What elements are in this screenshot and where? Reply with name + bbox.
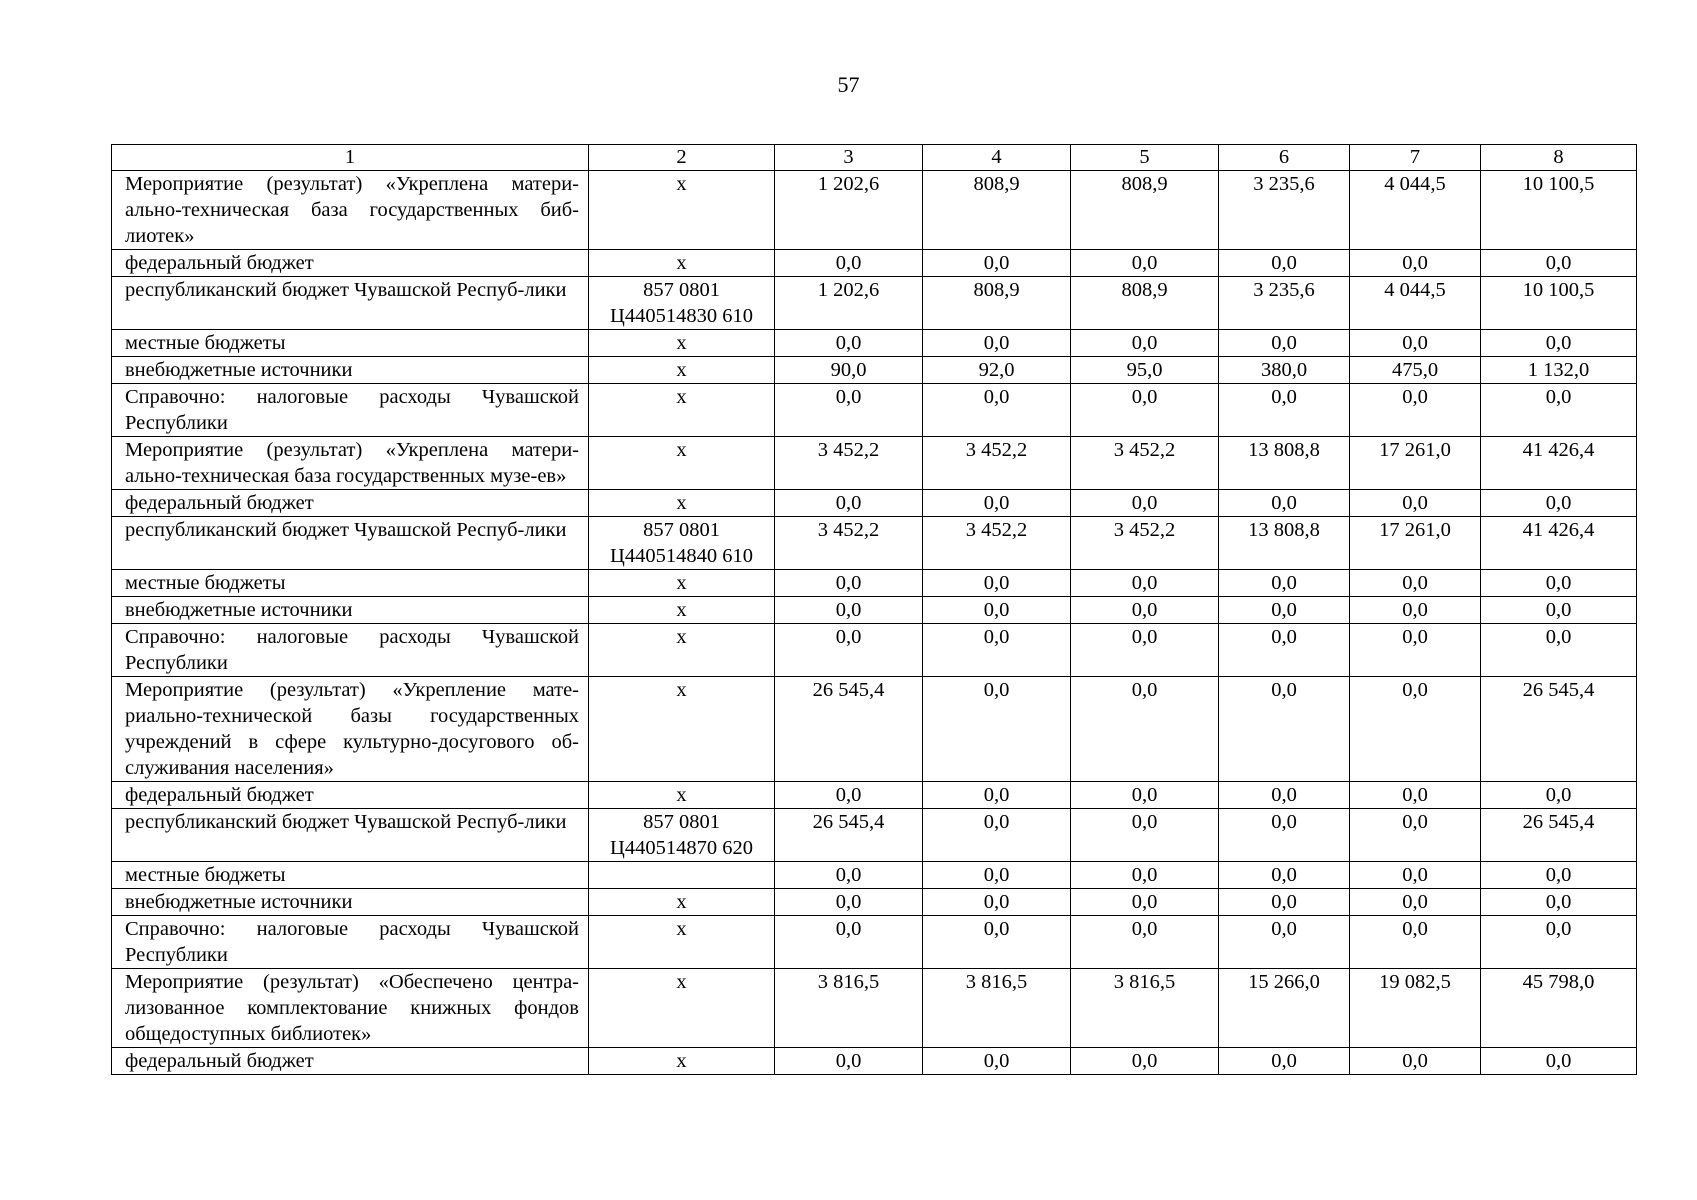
value-cell: 0,0: [1350, 1048, 1481, 1075]
value-cell: 3 452,2: [775, 437, 923, 490]
value-cell: 0,0: [775, 624, 923, 677]
table-row: [112, 277, 1637, 330]
value-cell: 0,0: [1350, 624, 1481, 677]
value-cell: 0,0: [1350, 862, 1481, 889]
value-cell: 0,0: [1071, 862, 1219, 889]
value-cell: 0,0: [923, 250, 1071, 277]
value-cell: 92,0: [923, 357, 1071, 384]
row-name-cell: федеральный бюджет: [112, 250, 589, 277]
value-cell: 13 808,8: [1219, 437, 1350, 490]
value-cell: 0,0: [923, 809, 1071, 862]
value-cell: 0,0: [1071, 809, 1219, 862]
value-cell: 0,0: [1219, 624, 1350, 677]
row-name-cell: внебюджетные источники: [112, 597, 589, 624]
value-cell: 1 202,6: [775, 277, 923, 330]
value-cell: 0,0: [1219, 862, 1350, 889]
value-cell: 0,0: [775, 862, 923, 889]
column-header: 3: [775, 145, 923, 171]
value-cell: 1 132,0: [1481, 357, 1637, 384]
page-number: 57: [837, 72, 860, 97]
value-cell: 0,0: [1071, 570, 1219, 597]
row-name-cell: местные бюджеты: [112, 862, 589, 889]
value-cell: 0,0: [775, 490, 923, 517]
value-cell: 808,9: [1071, 277, 1219, 330]
table-row: [112, 384, 1637, 437]
table-header-row: [112, 145, 1637, 171]
value-cell: 0,0: [1350, 597, 1481, 624]
table-row: [112, 889, 1637, 916]
budget-code-cell: x: [589, 597, 775, 624]
table-row: [112, 357, 1637, 384]
column-header: 8: [1481, 145, 1637, 171]
value-cell: 0,0: [1219, 597, 1350, 624]
value-cell: 15 266,0: [1219, 969, 1350, 1048]
budget-code-cell: x: [589, 624, 775, 677]
value-cell: 95,0: [1071, 357, 1219, 384]
table-row: [112, 677, 1637, 782]
budget-code-cell: x: [589, 782, 775, 809]
budget-code-cell: x: [589, 357, 775, 384]
value-cell: 0,0: [1219, 677, 1350, 782]
budget-code-cell: x: [589, 330, 775, 357]
value-cell: 0,0: [1071, 916, 1219, 969]
value-cell: 0,0: [1481, 889, 1637, 916]
budget-code-cell: x: [589, 437, 775, 490]
budget-code-cell: 857 0801 Ц440514840 610: [589, 517, 775, 570]
value-cell: 0,0: [1481, 597, 1637, 624]
value-cell: 0,0: [1071, 250, 1219, 277]
value-cell: 3 452,2: [1071, 437, 1219, 490]
value-cell: 17 261,0: [1350, 437, 1481, 490]
value-cell: 0,0: [1071, 1048, 1219, 1075]
value-cell: 0,0: [923, 384, 1071, 437]
table-row: [112, 570, 1637, 597]
value-cell: 0,0: [923, 570, 1071, 597]
row-name-cell: внебюджетные источники: [112, 357, 589, 384]
value-cell: 0,0: [923, 916, 1071, 969]
value-cell: 10 100,5: [1481, 277, 1637, 330]
value-cell: 19 082,5: [1350, 969, 1481, 1048]
row-name-cell: федеральный бюджет: [112, 1048, 589, 1075]
value-cell: 3 816,5: [923, 969, 1071, 1048]
value-cell: 0,0: [1350, 677, 1481, 782]
value-cell: 0,0: [775, 1048, 923, 1075]
value-cell: 0,0: [923, 490, 1071, 517]
value-cell: 4 044,5: [1350, 277, 1481, 330]
column-header: 2: [589, 145, 775, 171]
value-cell: 808,9: [923, 171, 1071, 250]
row-name-cell: федеральный бюджет: [112, 782, 589, 809]
value-cell: 0,0: [1219, 809, 1350, 862]
value-cell: 0,0: [1219, 782, 1350, 809]
row-name-cell: Справочно: налоговые расходы Чувашской Республики: [112, 916, 589, 969]
column-header: 6: [1219, 145, 1350, 171]
value-cell: 0,0: [1071, 597, 1219, 624]
table-row: [112, 490, 1637, 517]
value-cell: 0,0: [1481, 330, 1637, 357]
value-cell: 41 426,4: [1481, 437, 1637, 490]
row-name-cell: Справочно: налоговые расходы Чувашской Республики: [112, 624, 589, 677]
budget-table: [111, 144, 1637, 1075]
value-cell: 0,0: [1219, 916, 1350, 969]
value-cell: 3 452,2: [923, 437, 1071, 490]
value-cell: 808,9: [1071, 171, 1219, 250]
value-cell: 0,0: [1350, 889, 1481, 916]
value-cell: 0,0: [1071, 384, 1219, 437]
value-cell: 45 798,0: [1481, 969, 1637, 1048]
budget-code-cell: [589, 862, 775, 889]
value-cell: 0,0: [1219, 889, 1350, 916]
table-body: [112, 171, 1637, 1075]
value-cell: 13 808,8: [1219, 517, 1350, 570]
table-row: [112, 250, 1637, 277]
value-cell: 0,0: [1481, 862, 1637, 889]
value-cell: 26 545,4: [775, 809, 923, 862]
value-cell: 3 816,5: [775, 969, 923, 1048]
value-cell: 0,0: [1071, 624, 1219, 677]
value-cell: 0,0: [1481, 490, 1637, 517]
value-cell: 0,0: [1481, 570, 1637, 597]
value-cell: 380,0: [1219, 357, 1350, 384]
value-cell: 0,0: [1350, 384, 1481, 437]
value-cell: 0,0: [1350, 916, 1481, 969]
table-row: [112, 969, 1637, 1048]
value-cell: 1 202,6: [775, 171, 923, 250]
value-cell: 3 816,5: [1071, 969, 1219, 1048]
table-row: [112, 597, 1637, 624]
value-cell: 0,0: [1481, 782, 1637, 809]
value-cell: 0,0: [1481, 624, 1637, 677]
value-cell: 0,0: [923, 1048, 1071, 1075]
budget-code-cell: x: [589, 250, 775, 277]
value-cell: 0,0: [923, 677, 1071, 782]
value-cell: 0,0: [1219, 490, 1350, 517]
value-cell: 41 426,4: [1481, 517, 1637, 570]
row-name-cell: Мероприятие (результат) «Укреплена матери-ально-техническая база государственных музе-ев»: [112, 437, 589, 490]
value-cell: 0,0: [1481, 1048, 1637, 1075]
table-row: [112, 862, 1637, 889]
table-row: [112, 809, 1637, 862]
budget-code-cell: x: [589, 171, 775, 250]
value-cell: 0,0: [1071, 889, 1219, 916]
value-cell: 0,0: [1219, 250, 1350, 277]
column-header: 7: [1350, 145, 1481, 171]
value-cell: 0,0: [1350, 490, 1481, 517]
value-cell: 0,0: [775, 916, 923, 969]
table-row: [112, 517, 1637, 570]
row-name-cell: республиканский бюджет Чувашской Респуб-лики: [112, 809, 589, 862]
row-name-cell: внебюджетные источники: [112, 889, 589, 916]
value-cell: 26 545,4: [1481, 809, 1637, 862]
value-cell: 3 452,2: [1071, 517, 1219, 570]
budget-code-cell: x: [589, 570, 775, 597]
value-cell: 0,0: [775, 250, 923, 277]
table-row: [112, 330, 1637, 357]
value-cell: 0,0: [1481, 250, 1637, 277]
budget-code-cell: x: [589, 889, 775, 916]
value-cell: 0,0: [923, 597, 1071, 624]
value-cell: 0,0: [1219, 1048, 1350, 1075]
column-header: 1: [112, 145, 589, 171]
row-name-cell: местные бюджеты: [112, 570, 589, 597]
value-cell: 3 452,2: [775, 517, 923, 570]
budget-code-cell: x: [589, 1048, 775, 1075]
row-name-cell: Мероприятие (результат) «Обеспечено центра-лизованное комплектование книжных фондов общедоступных библиотек»: [112, 969, 589, 1048]
row-name-cell: Справочно: налоговые расходы Чувашской Республики: [112, 384, 589, 437]
budget-code-cell: x: [589, 916, 775, 969]
value-cell: 3 235,6: [1219, 277, 1350, 330]
value-cell: 0,0: [1350, 570, 1481, 597]
value-cell: 0,0: [1071, 490, 1219, 517]
table-row: [112, 916, 1637, 969]
budget-code-cell: x: [589, 490, 775, 517]
value-cell: 0,0: [923, 862, 1071, 889]
row-name-cell: местные бюджеты: [112, 330, 589, 357]
value-cell: 0,0: [775, 889, 923, 916]
value-cell: 0,0: [775, 597, 923, 624]
value-cell: 0,0: [775, 384, 923, 437]
table-row: [112, 1048, 1637, 1075]
row-name-cell: Мероприятие (результат) «Укрепление мате-риально-технической базы государственных учреждений в сфере культурно-досугового об-служивания населения»: [112, 677, 589, 782]
value-cell: 26 545,4: [1481, 677, 1637, 782]
row-name-cell: республиканский бюджет Чувашской Респуб-лики: [112, 517, 589, 570]
value-cell: 0,0: [1071, 677, 1219, 782]
value-cell: 3 452,2: [923, 517, 1071, 570]
value-cell: 0,0: [1071, 330, 1219, 357]
value-cell: 0,0: [923, 782, 1071, 809]
value-cell: 0,0: [775, 782, 923, 809]
value-cell: 0,0: [1481, 916, 1637, 969]
value-cell: 0,0: [1350, 330, 1481, 357]
value-cell: 0,0: [1219, 330, 1350, 357]
value-cell: 0,0: [775, 570, 923, 597]
value-cell: 0,0: [1350, 250, 1481, 277]
value-cell: 26 545,4: [775, 677, 923, 782]
value-cell: 0,0: [775, 330, 923, 357]
table-row: [112, 437, 1637, 490]
value-cell: 0,0: [923, 889, 1071, 916]
value-cell: 0,0: [1350, 809, 1481, 862]
row-name-cell: федеральный бюджет: [112, 490, 589, 517]
value-cell: 4 044,5: [1350, 171, 1481, 250]
budget-code-cell: 857 0801 Ц440514870 620: [589, 809, 775, 862]
budget-code-cell: x: [589, 384, 775, 437]
row-name-cell: республиканский бюджет Чувашской Респуб-лики: [112, 277, 589, 330]
value-cell: 0,0: [923, 330, 1071, 357]
value-cell: 475,0: [1350, 357, 1481, 384]
value-cell: 90,0: [775, 357, 923, 384]
value-cell: 17 261,0: [1350, 517, 1481, 570]
value-cell: 0,0: [1071, 782, 1219, 809]
value-cell: 0,0: [923, 624, 1071, 677]
value-cell: 0,0: [1219, 384, 1350, 437]
value-cell: 3 235,6: [1219, 171, 1350, 250]
value-cell: 0,0: [1219, 570, 1350, 597]
value-cell: 10 100,5: [1481, 171, 1637, 250]
column-header: 4: [923, 145, 1071, 171]
row-name-cell: Мероприятие (результат) «Укреплена матери-ально-техническая база государственных биб-лиотек»: [112, 171, 589, 250]
column-header: 5: [1071, 145, 1219, 171]
budget-code-cell: 857 0801 Ц440514830 610: [589, 277, 775, 330]
value-cell: 0,0: [1350, 782, 1481, 809]
value-cell: 0,0: [1481, 384, 1637, 437]
budget-code-cell: x: [589, 969, 775, 1048]
table-row: [112, 624, 1637, 677]
table-row: [112, 782, 1637, 809]
table-row: [112, 171, 1637, 250]
value-cell: 808,9: [923, 277, 1071, 330]
budget-code-cell: x: [589, 677, 775, 782]
